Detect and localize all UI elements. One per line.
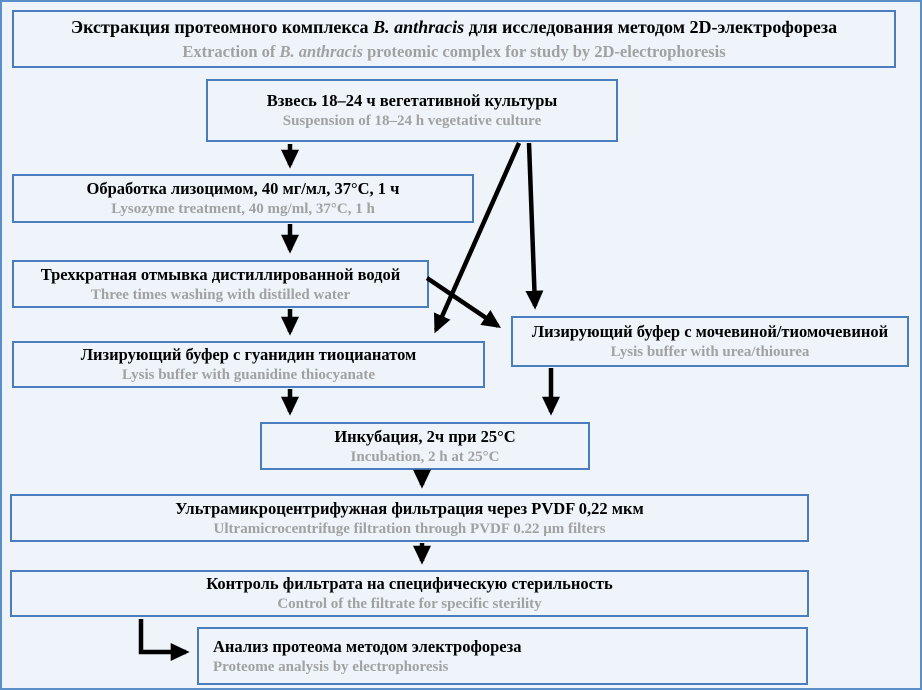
- node-filtration-en: Ultramicrocentrifuge filtration through PVDF 0.22 μm filters: [213, 520, 606, 537]
- node-urea-en: Lysis buffer with urea/thiourea: [610, 344, 810, 360]
- figure-title-en: Extraction of B. anthracis proteomic complex for study by 2D-electrophoresis: [182, 42, 726, 61]
- node-suspension-en: Suspension of 18–24 h vegetative culture: [282, 113, 542, 129]
- node-guanidine-ru: Лизирующий буфер с гуанидин тиоцианатом: [80, 345, 417, 364]
- node-sterility-en: Control of the filtrate for specific sterility: [277, 596, 542, 612]
- node-suspension-ru: Взвесь 18–24 ч вегетативной культуры: [266, 91, 558, 110]
- node-washing: [12, 260, 429, 308]
- node-incubation: [260, 422, 590, 470]
- node-sterility-ru: Контроль фильтрата на специфическую стерильность: [206, 574, 613, 593]
- node-urea-ru: Лизирующий буфер с мочевиной/тиомочевиной: [531, 322, 889, 341]
- node-urea: [511, 316, 909, 367]
- node-incubation-ru: Инкубация, 2ч при 25°C: [334, 426, 516, 446]
- node-washing-ru: Трехкратная отмывка дистиллированной водой: [40, 264, 401, 284]
- arrow-washing-to-urea: [427, 278, 498, 326]
- node-washing-en: Three times washing with distilled water: [90, 286, 351, 303]
- node-sterility: [10, 570, 809, 617]
- node-guanidine: [12, 341, 485, 388]
- node-filtration: [10, 494, 809, 542]
- node-lysozyme-en: Lysozyme treatment, 40 mg/ml, 37°C, 1 h: [111, 201, 375, 217]
- node-lysozyme-ru: Обработка лизоцимом, 40 мг/мл, 37°C, 1 ч: [86, 179, 400, 198]
- node-filtration-ru: Ультрамикроцентрифужная фильтрация через PVDF 0,22 мкм: [175, 498, 644, 518]
- node-suspension: [206, 79, 618, 142]
- node-lysozyme: [12, 174, 474, 223]
- node-analysis-en: Proteome analysis by electrophoresis: [213, 658, 449, 675]
- arrow-suspension-to-guanidine: [436, 143, 519, 330]
- node-analysis-ru: Анализ протеома методом электрофореза: [213, 636, 522, 656]
- arrow-suspension-to-urea: [529, 143, 535, 306]
- figure-title-box: [12, 10, 896, 68]
- arrow-sterility-to-analysis: [141, 619, 186, 652]
- node-analysis: [197, 627, 808, 685]
- node-guanidine-en: Lysis buffer with guanidine thiocyanate: [121, 367, 376, 383]
- node-incubation-en: Incubation, 2 h at 25°C: [350, 448, 500, 465]
- figure-title-ru: Экстракция протеомного комплекса B. anthracis для исследования методом 2D-электрофореза: [70, 17, 838, 37]
